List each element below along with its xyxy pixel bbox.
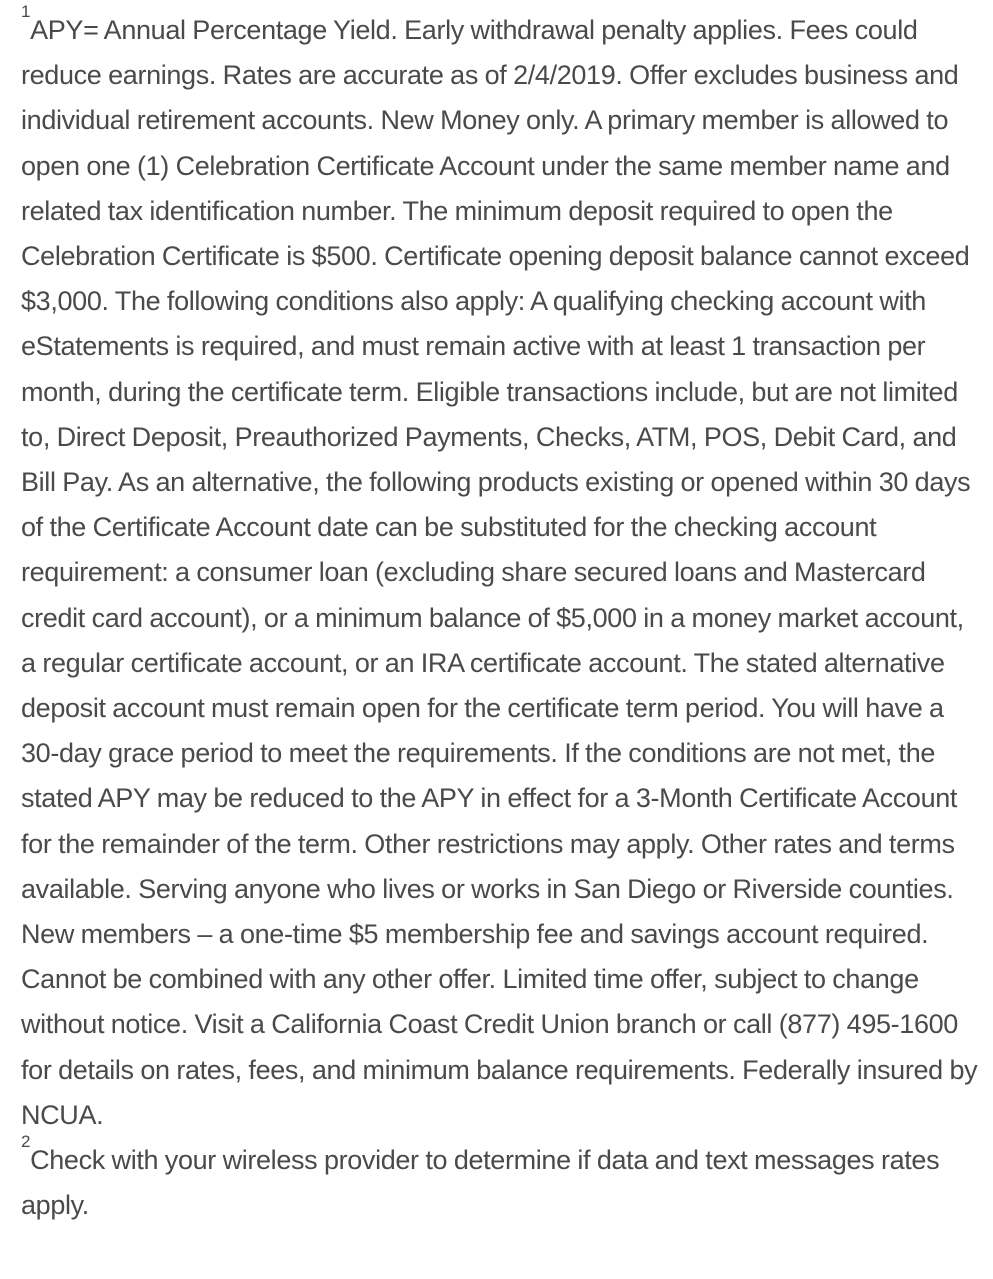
- footnote-wireless: [21, 1132, 985, 1228]
- footnote-text: Check with your wireless provider to determine if data and text messages rates apply.: [21, 1145, 940, 1221]
- footnote-apy: [21, 2, 985, 1138]
- footnote-marker: 1: [21, 2, 31, 21]
- footnote-text: APY= Annual Percentage Yield. Early withdrawal penalty applies. Fees could reduce earnings. Rates are accurate as of 2/4/2019. Offer excludes business and individual retirement accounts. New Money only. A primary member is allowed to open one (1) Celebration Certificate Account under the same member name and related tax identification number. The minimum deposit required to open the Celebration Certificate is $500. Certificate opening deposit balance cannot exceed $3,000. The following conditions also apply: A qualifying checking account with eStatements is required, and must remain active with at least 1 transaction per month, during the certificate term. Eligible transactions include, but are not limited to, Direct Deposit, Preauthorized Payments, Checks, ATM, POS, Debit Card, and Bill Pay. As an alternative, the following products existing or opened within 30 days of the Certificate Account date can be substituted for the checking account requirement: a consumer loan (excluding share secured loans and Mastercard credit card account), or a minimum balance of $5,000 in a money market account, a regular certificate account, or an IRA certificate account. The stated alternative deposit account must remain open for the certificate term period. You will have a 30-day grace period to meet the requirements. If the conditions are not met, the stated APY may be reduced to the APY in effect for a 3-Month Certificate Account for the remainder of the term. Other restrictions may apply. Other rates and terms available. Serving anyone who lives or works in San Diego or Riverside counties. New members – a one-time $5 membership fee and savings account required. Cannot be combined with any other offer. Limited time offer, subject to change without notice. Visit a California Coast Credit Union branch or call (877) 495-1600 for details on rates, fees, and minimum balance requirements. Federally insured by NCUA.: [21, 15, 978, 1130]
- footnote-marker: 2: [21, 1132, 31, 1152]
